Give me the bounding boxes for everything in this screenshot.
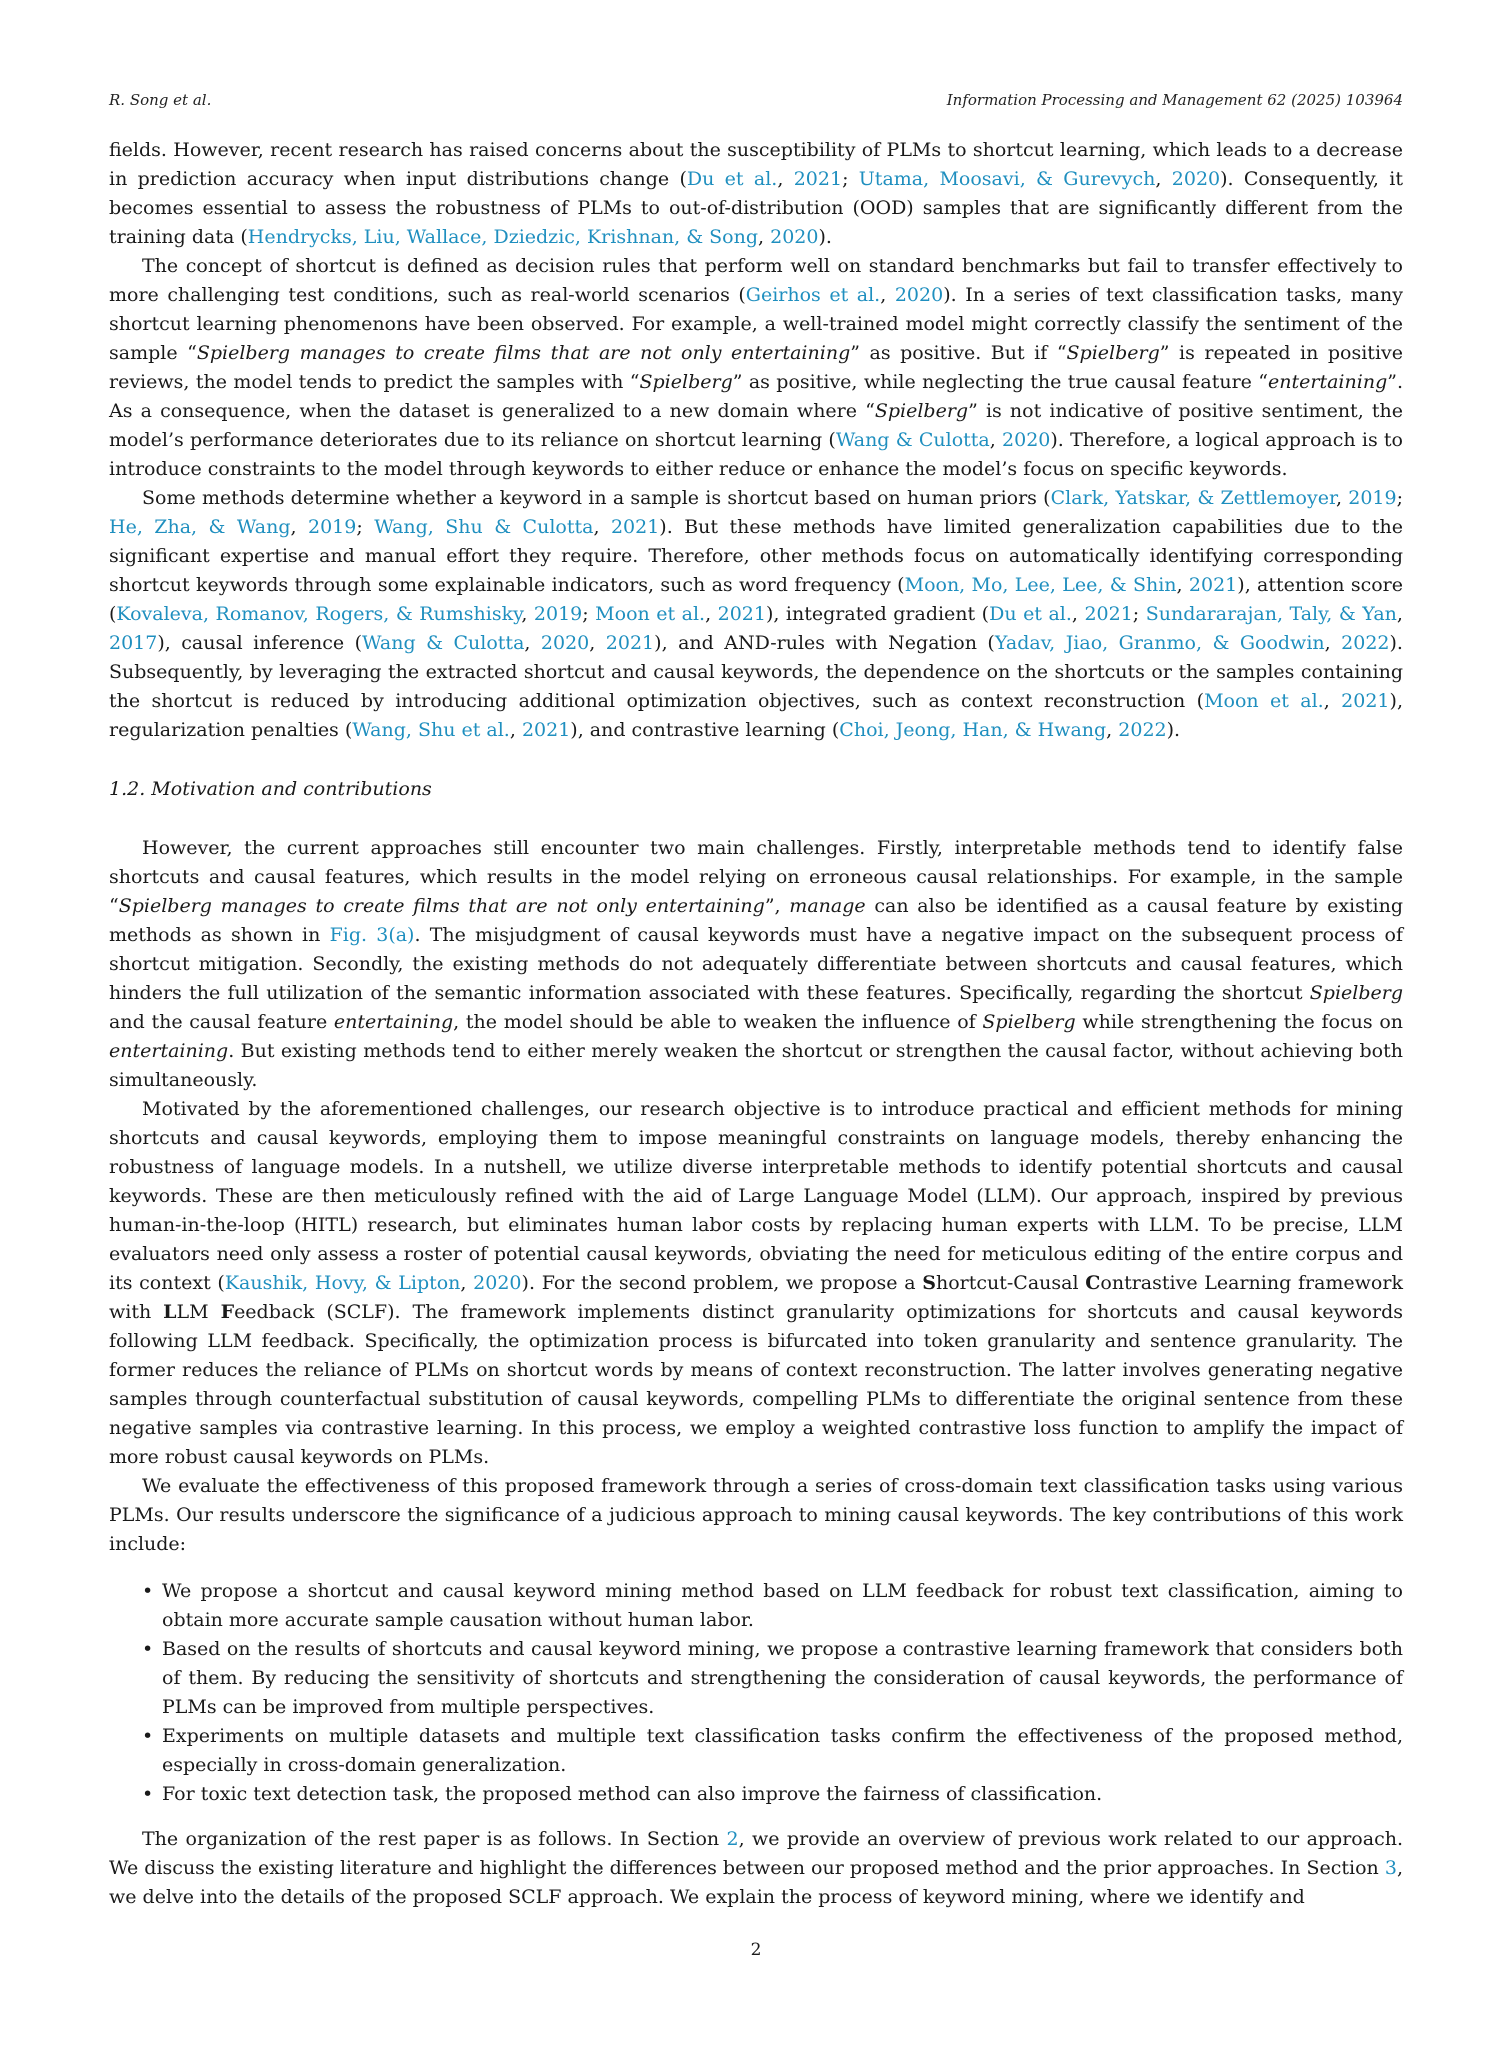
citation-link[interactable]: Moon et al. bbox=[1204, 690, 1324, 712]
list-item: • For toxic text detection task, the proposed method can also improve the fairness of classification. bbox=[109, 1780, 1403, 1809]
page-number: 2 bbox=[750, 1940, 762, 1960]
list-item: • Experiments on multiple datasets and multiple text classification tasks confirm the effectiveness of the proposed method, especially in cross-domain generalization. bbox=[109, 1722, 1403, 1780]
citation-link[interactable]: Wang & Culotta bbox=[362, 632, 525, 654]
citation-link[interactable]: Hendrycks, Liu, Wallace, Dziedzic, Krishnan, & Song bbox=[247, 226, 759, 248]
paragraph-3: Some methods determine whether a keyword in a sample is shortcut based on human priors (Clark, Yatskar, & Zettlemoyer, 2019; He, Zha, & Wang, 2019; Wang, Shu & Culotta, 2021). But these methods have limited generalization capabilities due to the significant expertise and manual effort they require. Therefore, other methods focus on automatically identifying corresponding shortcut keywords through some explainable indicators, such as word frequency (Moon, Mo, Lee, Lee, & Shin, 2021), attention score (Kovaleva, Romanov, Rogers, & Rumshisky, 2019; Moon et al., 2021), integrated gradient (Du et al., 2021; Sundararajan, Taly, & Yan, 2017), causal inference (Wang & Culotta, 2020, 2021), and AND-rules with Negation (Yadav, Jiao, Granmo, & Goodwin, 2022). Subsequently, by leveraging the extracted shortcut and causal keywords, the dependence on the shortcuts or the samples containing the shortcut is reduced by introducing additional optimization objectives, such as context reconstruction (Moon et al., 2021), regularization penalties (Wang, Shu et al., 2021), and contrastive learning (Choi, Jeong, Han, & Hwang, 2022). bbox=[109, 487, 1404, 741]
paragraph-6: We evaluate the effectiveness of this proposed framework through a series of cross-domain text classification tasks using various PLMs. Our results underscore the significance of a judicious approach to mining causal keywords. The key contributions of this work include: bbox=[109, 1475, 1403, 1555]
header-journal: Information Processing and Management 62 (2025) 103964 bbox=[946, 91, 1403, 109]
header-authors: R. Song et al. bbox=[109, 91, 212, 109]
citation-link[interactable]: Geirhos et al. bbox=[745, 284, 881, 306]
list-item: • Based on the results of shortcuts and causal keyword mining, we propose a contrastive learning framework that considers both of them. By reducing the sensitivity of shortcuts and strengthening the consideration of causal keywords, the performance of PLMs can be improved from multiple perspectives. bbox=[109, 1635, 1403, 1722]
figure-link[interactable]: Fig. 3(a) bbox=[329, 924, 415, 946]
section-heading: 1.2. Motivation and contributions bbox=[109, 778, 432, 800]
citation-link[interactable]: 2020 bbox=[894, 284, 944, 306]
citation-link[interactable]: Wang, Shu et al. bbox=[352, 719, 510, 741]
paper-page bbox=[109, 0, 1403, 2063]
citation-link[interactable]: Sundararajan, Taly, & Yan bbox=[1145, 603, 1397, 625]
citation-link[interactable]: 2020 bbox=[1171, 168, 1221, 190]
citation-link[interactable]: 2021 bbox=[793, 168, 843, 190]
citation-link[interactable]: 2020 bbox=[473, 1272, 522, 1294]
citation-link[interactable]: 2019 bbox=[533, 603, 583, 625]
citation-link[interactable]: 2020 bbox=[1002, 429, 1051, 451]
citation-link[interactable]: Moon et al. bbox=[595, 603, 706, 625]
section-link[interactable]: 3 bbox=[1384, 1857, 1397, 1879]
citation-link[interactable]: Kaushik, Hovy, & Lipton bbox=[224, 1272, 461, 1294]
citation-link[interactable]: 2020 bbox=[770, 226, 819, 248]
citation-link[interactable]: 2022 bbox=[1118, 719, 1167, 741]
citation-link[interactable]: Du et al. bbox=[686, 168, 778, 190]
paragraph-7: The organization of the rest paper is as follows. In Section 2, we provide an overview of previous work related to our approach. We discuss the existing literature and highlight the differences between our proposed method and the prior approaches. In Section 3, we delve into the details of the proposed SCLF approach. We explain the process of keyword mining, where we identify and bbox=[109, 1828, 1403, 1908]
body-text bbox=[109, 136, 1403, 1912]
citation-link[interactable]: He, Zha, & Wang bbox=[109, 516, 291, 538]
list-item: • We propose a shortcut and causal keyword mining method based on LLM feedback for robust text classification, aiming to obtain more accurate sample causation without human labor. bbox=[109, 1577, 1403, 1635]
citation-link[interactable]: Wang & Culotta bbox=[835, 429, 990, 451]
citation-link[interactable]: Kovaleva, Romanov, Rogers, & Rumshisky bbox=[116, 603, 522, 625]
citation-link[interactable]: 2021 bbox=[717, 603, 766, 625]
paragraph-5: Motivated by the aforementioned challenges, our research objective is to introduce practical and efficient methods for mining shortcuts and causal keywords, employing them to impose meaningful constraints on language models, thereby enhancing the robustness of language models. In a nutshell, we utilize diverse interpretable methods to identify potential shortcuts and causal keywords. These are then meticulously refined with the aid of Large Language Model (LLM). Our approach, inspired by previous human-in-the-loop (HITL) research, but eliminates human labor costs by replacing human experts with LLM. To be precise, LLM evaluators need only assess a roster of potential causal keywords, obviating the need for meticulous editing of the entire corpus and its context (Kaushik, Hovy, & Lipton, 2020). For the second problem, we propose a Shortcut-Causal Contrastive Learning framework with LLM Feedback (SCLF). The framework implements distinct granularity optimizations for shortcuts and causal keywords following LLM feedback. Specifically, the optimization process is bifurcated into token granularity and sentence granularity. The former reduces the reliance of PLMs on shortcut words by means of context reconstruction. The latter involves generating negative samples through counterfactual substitution of causal keywords, compelling PLMs to differentiate the original sentence from these negative samples via contrastive learning. In this process, we employ a weighted contrastive loss function to amplify the impact of more robust causal keywords on PLMs. bbox=[109, 1098, 1403, 1468]
section-link[interactable]: 2 bbox=[726, 1828, 739, 1850]
citation-link[interactable]: 2021 bbox=[605, 632, 655, 654]
citation-link[interactable]: 2021 bbox=[610, 516, 660, 538]
citation-link[interactable]: Utama, Moosavi, & Gurevych bbox=[858, 168, 1156, 190]
paragraph-4: However, the current approaches still encounter two main challenges. Firstly, interpretable methods tend to identify false shortcuts and causal features, which results in the model relying on erroneous causal relationships. For example, in the sample “Spielberg manages to create films that are not only entertaining”, manage can also be identified as a causal feature by existing methods as shown in Fig. 3(a). The misjudgment of causal keywords must have a negative impact on the subsequent process of shortcut mitigation. Secondly, the existing methods do not adequately differentiate between shortcuts and causal features, which hinders the full utilization of the semantic information associated with these features. Specifically, regarding the shortcut Spielberg and the causal feature entertaining, the model should be able to weaken the influence of Spielberg while strengthening the focus on entertaining. But existing methods tend to either merely weaken the shortcut or strengthen the causal factor, without achieving both simultaneously. bbox=[109, 837, 1404, 1091]
citation-link[interactable]: Clark, Yatskar, & Zettlemoyer bbox=[1050, 487, 1336, 509]
citation-link[interactable]: 2019 bbox=[1348, 487, 1397, 509]
paragraph-2: The concept of shortcut is defined as decision rules that perform well on standard benchmarks but fail to transfer effectively to more challenging test conditions, such as real-world scenarios (Geirhos et al., 2020). In a series of text classification tasks, many shortcut learning phenomenons have been observed. For example, a well-trained model might correctly classify the sentiment of the sample “Spielberg manages to create films that are not only entertaining” as positive. But if “Spielberg” is repeated in positive reviews, the model tends to predict the samples with “Spielberg” as positive, while neglecting the true causal feature “entertaining”. As a consequence, when the dataset is generalized to a new domain where “Spielberg” is not indicative of positive sentiment, the model’s performance deteriorates due to its reliance on shortcut learning (Wang & Culotta, 2020). Therefore, a logical approach is to introduce constraints to the model through keywords to either reduce or enhance the model’s focus on specific keywords. bbox=[109, 255, 1404, 480]
citation-link[interactable]: Wang, Shu & Culotta bbox=[374, 516, 594, 538]
citation-link[interactable]: Choi, Jeong, Han, & Hwang bbox=[839, 719, 1107, 741]
contributions-list bbox=[109, 1577, 1403, 1809]
citation-link[interactable]: Du et al. bbox=[989, 603, 1072, 625]
citation-link[interactable]: 2021 bbox=[1188, 574, 1238, 596]
citation-link[interactable]: 2021 bbox=[521, 719, 571, 741]
citation-link[interactable]: 2021 bbox=[1341, 690, 1390, 712]
citation-link[interactable]: 2020 bbox=[540, 632, 590, 654]
citation-link[interactable]: Yadav, Jiao, Granmo, & Goodwin bbox=[994, 632, 1325, 654]
paragraph-1: fields. However, recent research has raised concerns about the susceptibility of PLMs to shortcut learning, which leads to a decrease in prediction accuracy when input distributions change (Du et al., 2021; Utama, Moosavi, & Gurevych, 2020). Consequently, it becomes essential to assess the robustness of PLMs to out-of-distribution (OOD) samples that are significantly different from the training data (Hendrycks, Liu, Wallace, Dziedzic, Krishnan, & Song, 2020). bbox=[109, 139, 1403, 248]
citation-link[interactable]: 2021 bbox=[1084, 603, 1133, 625]
citation-link[interactable]: 2022 bbox=[1341, 632, 1390, 654]
citation-link[interactable]: Moon, Mo, Lee, Lee, & Shin bbox=[904, 574, 1177, 596]
citation-link[interactable]: 2017 bbox=[109, 632, 158, 654]
citation-link[interactable]: 2019 bbox=[307, 516, 357, 538]
